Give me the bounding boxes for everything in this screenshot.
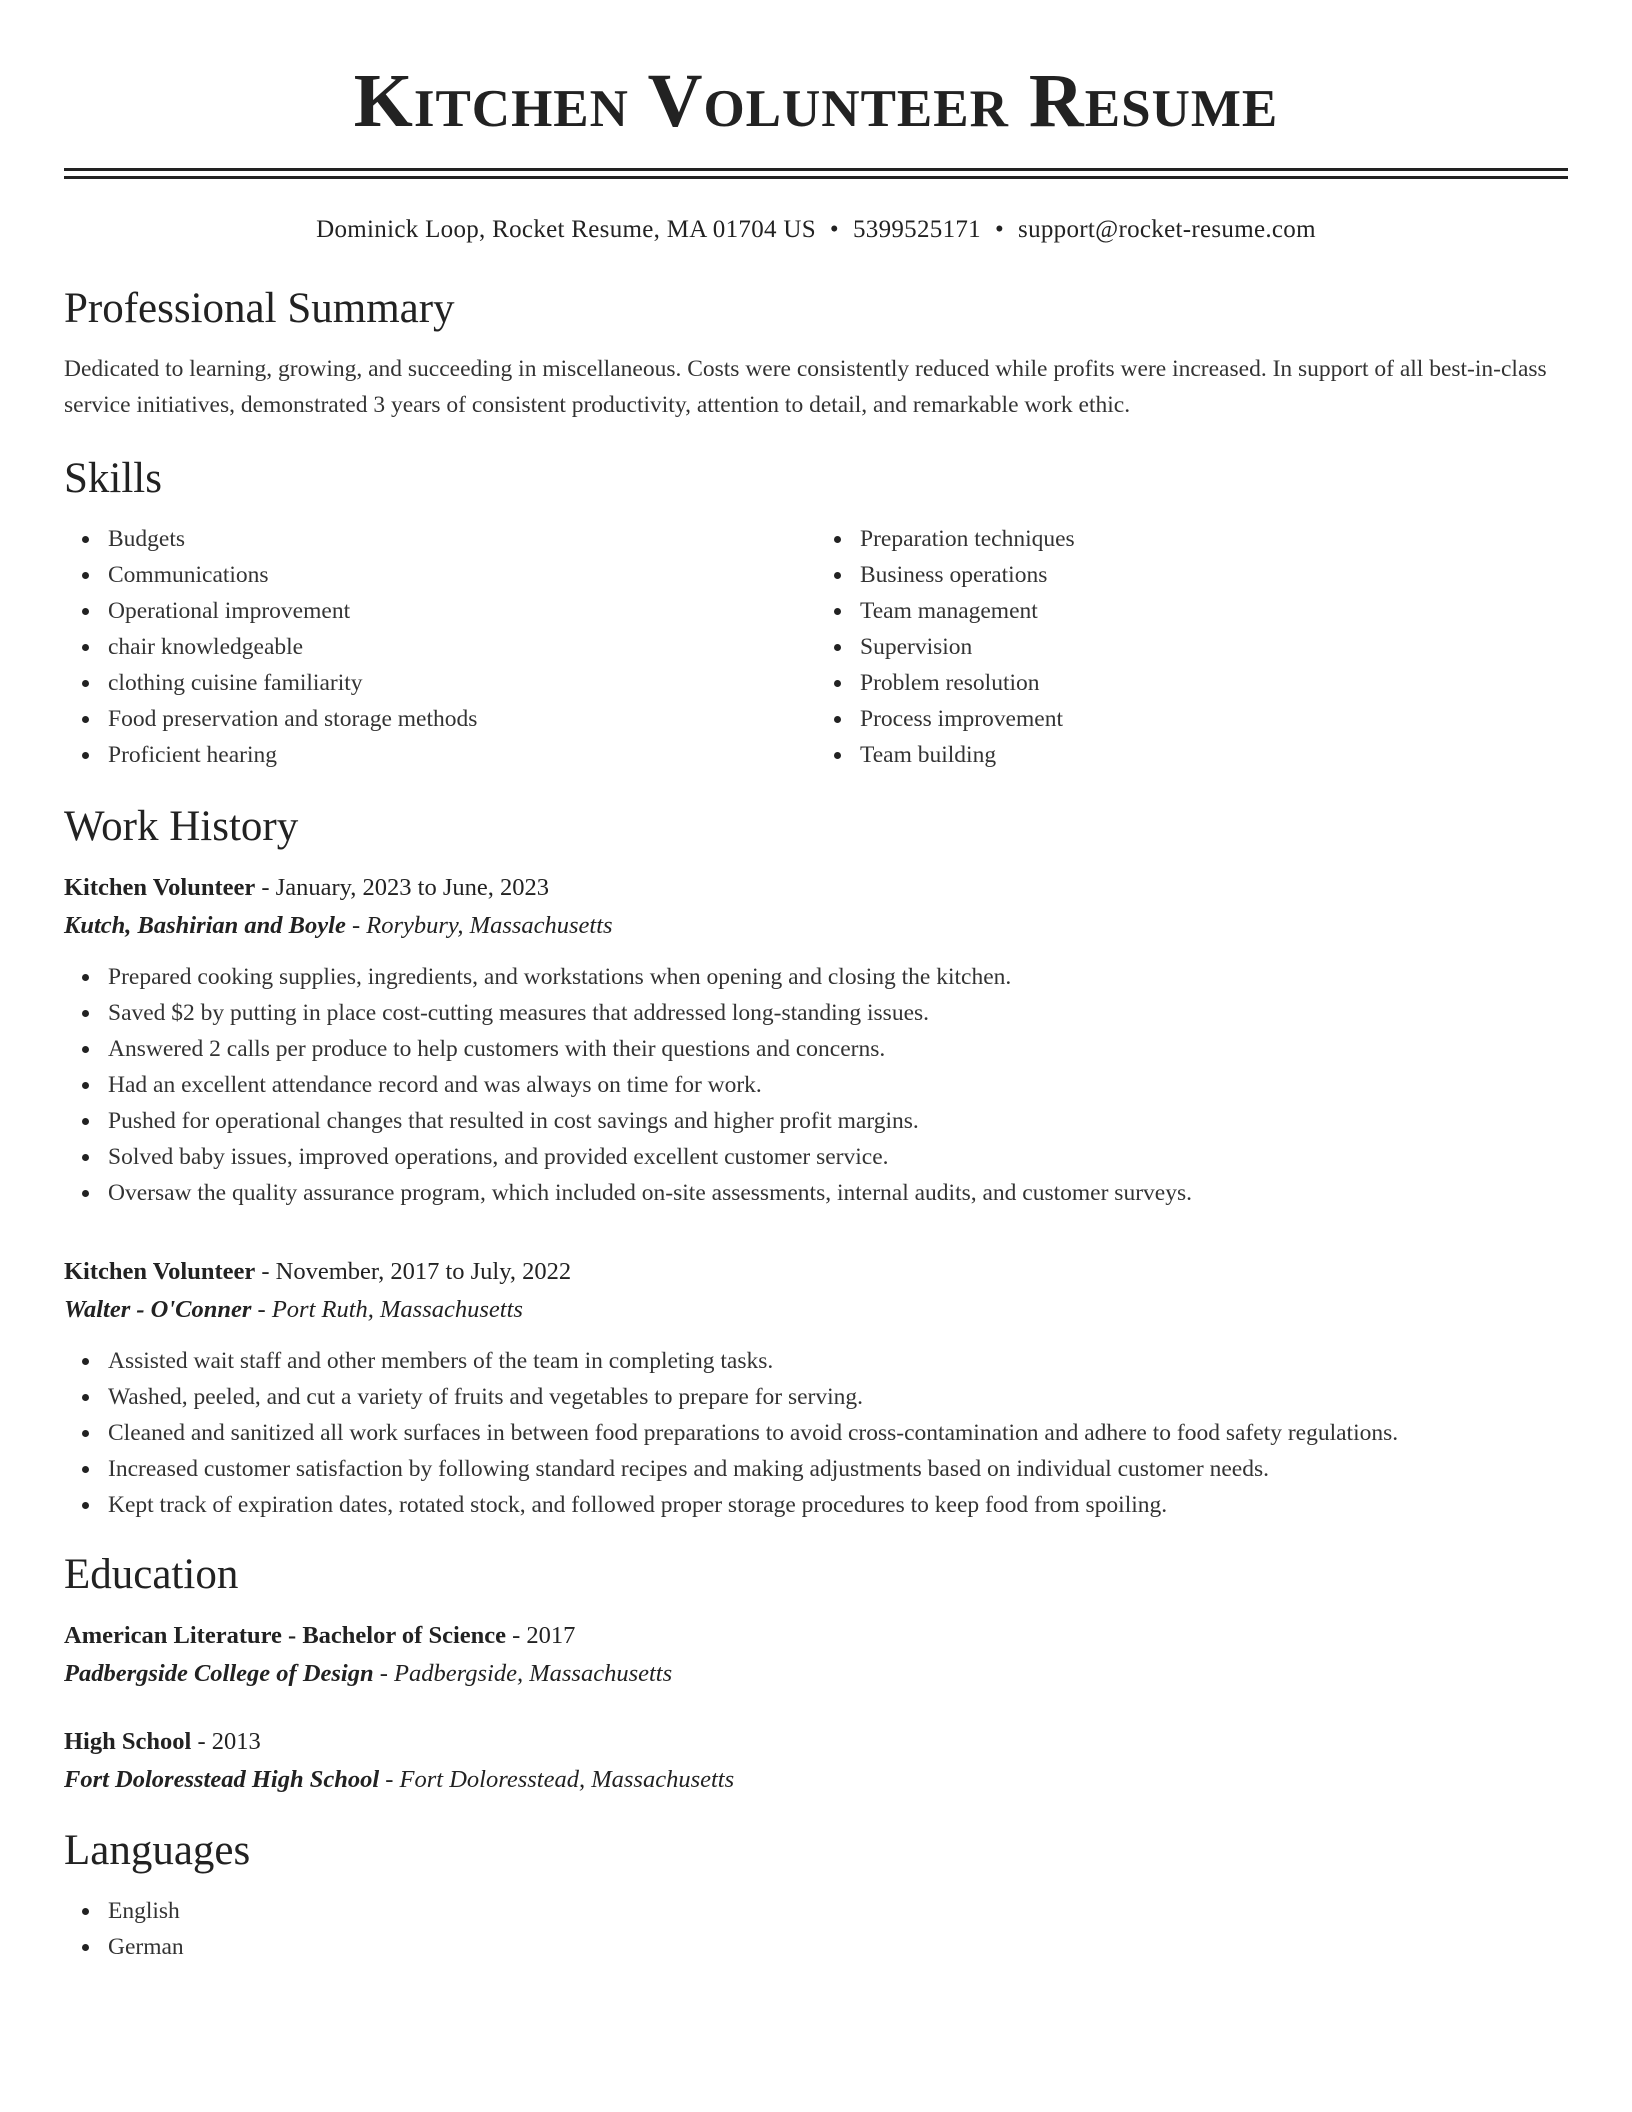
job-company: Walter - O'Conner bbox=[64, 1296, 252, 1323]
languages-heading: Languages bbox=[64, 1827, 251, 1874]
summary-text: Dedicated to learning, growing, and succeeding in miscellaneous. Costs were consistently reduced while profits were increased. In support of all best-in-class service initiatives, demonstrated 3 years of consistent productivity, attention to detail, and remarkable work ethic. bbox=[64, 356, 1547, 418]
work-history-heading: Work History bbox=[64, 803, 299, 850]
skill-item: Operational improvement bbox=[108, 593, 816, 629]
job-bullet: Washed, peeled, and cut a variety of fruits and vegetables to prepare for serving. bbox=[108, 1379, 1568, 1415]
job-bullets bbox=[64, 1343, 1568, 1523]
skill-item: Team building bbox=[860, 737, 1568, 773]
job-bullet: Assisted wait staff and other members of the team in completing tasks. bbox=[108, 1343, 1568, 1379]
skills-left-list bbox=[64, 521, 816, 773]
skill-item: Communications bbox=[108, 557, 816, 593]
job-dates: - January, 2023 to June, 2023 bbox=[255, 874, 549, 901]
job-bullet: Saved $2 by putting in place cost-cutting measures that addressed long-standing issues. bbox=[108, 995, 1568, 1031]
education-year: - 2013 bbox=[191, 1728, 261, 1755]
education-year: - 2017 bbox=[506, 1622, 576, 1649]
education-school-line bbox=[64, 1655, 1568, 1693]
education-location: - Padbergside, Massachusetts bbox=[373, 1660, 673, 1687]
contact-line bbox=[64, 213, 1568, 247]
skill-item: Process improvement bbox=[860, 701, 1568, 737]
contact-email: support@rocket-resume.com bbox=[1018, 216, 1316, 243]
education-degree: American Literature - Bachelor of Science bbox=[64, 1622, 507, 1649]
job-title-line bbox=[64, 1253, 1568, 1291]
skill-item: Proficient hearing bbox=[108, 737, 816, 773]
job-dates: - November, 2017 to July, 2022 bbox=[255, 1258, 572, 1285]
job-location: - Port Ruth, Massachusetts bbox=[251, 1296, 523, 1323]
job-location: - Rorybury, Massachusetts bbox=[345, 912, 613, 939]
job-bullet: Kept track of expiration dates, rotated stock, and followed proper storage procedures to keep food from spoiling. bbox=[108, 1487, 1568, 1523]
language-item: English bbox=[108, 1893, 1568, 1929]
education-school-line bbox=[64, 1761, 1568, 1799]
education-heading: Education bbox=[64, 1551, 239, 1598]
language-item: German bbox=[108, 1929, 1568, 1965]
skill-item: Team management bbox=[860, 593, 1568, 629]
skill-item: clothing cuisine familiarity bbox=[108, 665, 816, 701]
education-degree-line bbox=[64, 1617, 1568, 1655]
education-entry bbox=[64, 1617, 1568, 1693]
job-company: Kutch, Bashirian and Boyle bbox=[64, 912, 346, 939]
job-company-line bbox=[64, 1291, 1568, 1329]
skills-columns bbox=[64, 521, 1568, 773]
skill-item: Food preservation and storage methods bbox=[108, 701, 816, 737]
job-title: Kitchen Volunteer bbox=[64, 874, 256, 901]
education-location: - Fort Doloresstead, Massachusetts bbox=[379, 1766, 735, 1793]
job-bullet: Prepared cooking supplies, ingredients, and workstations when opening and closing the kitchen. bbox=[108, 959, 1568, 995]
job-company-line bbox=[64, 907, 1568, 945]
job-bullet: Cleaned and sanitized all work surfaces in between food preparations to avoid cross-contamination and adhere to food safety regulations. bbox=[108, 1415, 1568, 1451]
education-entry bbox=[64, 1723, 1568, 1799]
contact-address: Dominick Loop, Rocket Resume, MA 01704 US bbox=[316, 216, 816, 243]
job-title-line bbox=[64, 869, 1568, 907]
skill-item: Business operations bbox=[860, 557, 1568, 593]
job-bullet: Pushed for operational changes that resulted in cost savings and higher profit margins. bbox=[108, 1103, 1568, 1139]
skill-item: Preparation techniques bbox=[860, 521, 1568, 557]
contact-separator: • bbox=[994, 216, 1005, 243]
contact-phone: 5399525171 bbox=[852, 216, 981, 243]
job-bullet: Solved baby issues, improved operations, and provided excellent customer service. bbox=[108, 1139, 1568, 1175]
resume-title: Kitchen Volunteer Resume bbox=[353, 59, 1279, 143]
languages-list bbox=[64, 1893, 1568, 1965]
skill-item: Problem resolution bbox=[860, 665, 1568, 701]
job-bullet: Answered 2 calls per produce to help customers with their questions and concerns. bbox=[108, 1031, 1568, 1067]
education-school: Fort Doloresstead High School bbox=[64, 1766, 380, 1793]
job-entry bbox=[64, 1253, 1568, 1523]
job-title: Kitchen Volunteer bbox=[64, 1258, 256, 1285]
education-degree-line bbox=[64, 1723, 1568, 1761]
summary-heading: Professional Summary bbox=[64, 285, 455, 332]
contact-separator: • bbox=[829, 216, 839, 243]
job-bullet: Had an excellent attendance record and was always on time for work. bbox=[108, 1067, 1568, 1103]
job-bullets bbox=[64, 959, 1568, 1211]
job-bullet: Oversaw the quality assurance program, which included on-site assessments, internal audits, and customer surveys. bbox=[108, 1175, 1568, 1211]
skill-item: Supervision bbox=[860, 629, 1568, 665]
job-bullet: Increased customer satisfaction by following standard recipes and making adjustments based on individual customer needs. bbox=[108, 1451, 1568, 1487]
skill-item: Budgets bbox=[108, 521, 816, 557]
skills-heading: Skills bbox=[64, 455, 162, 502]
skills-right-list bbox=[816, 521, 1568, 773]
skill-item: chair knowledgeable bbox=[108, 629, 816, 665]
title-divider bbox=[64, 168, 1568, 179]
education-school: Padbergside College of Design bbox=[64, 1660, 374, 1687]
job-entry bbox=[64, 869, 1568, 1211]
education-degree: High School bbox=[64, 1728, 192, 1755]
